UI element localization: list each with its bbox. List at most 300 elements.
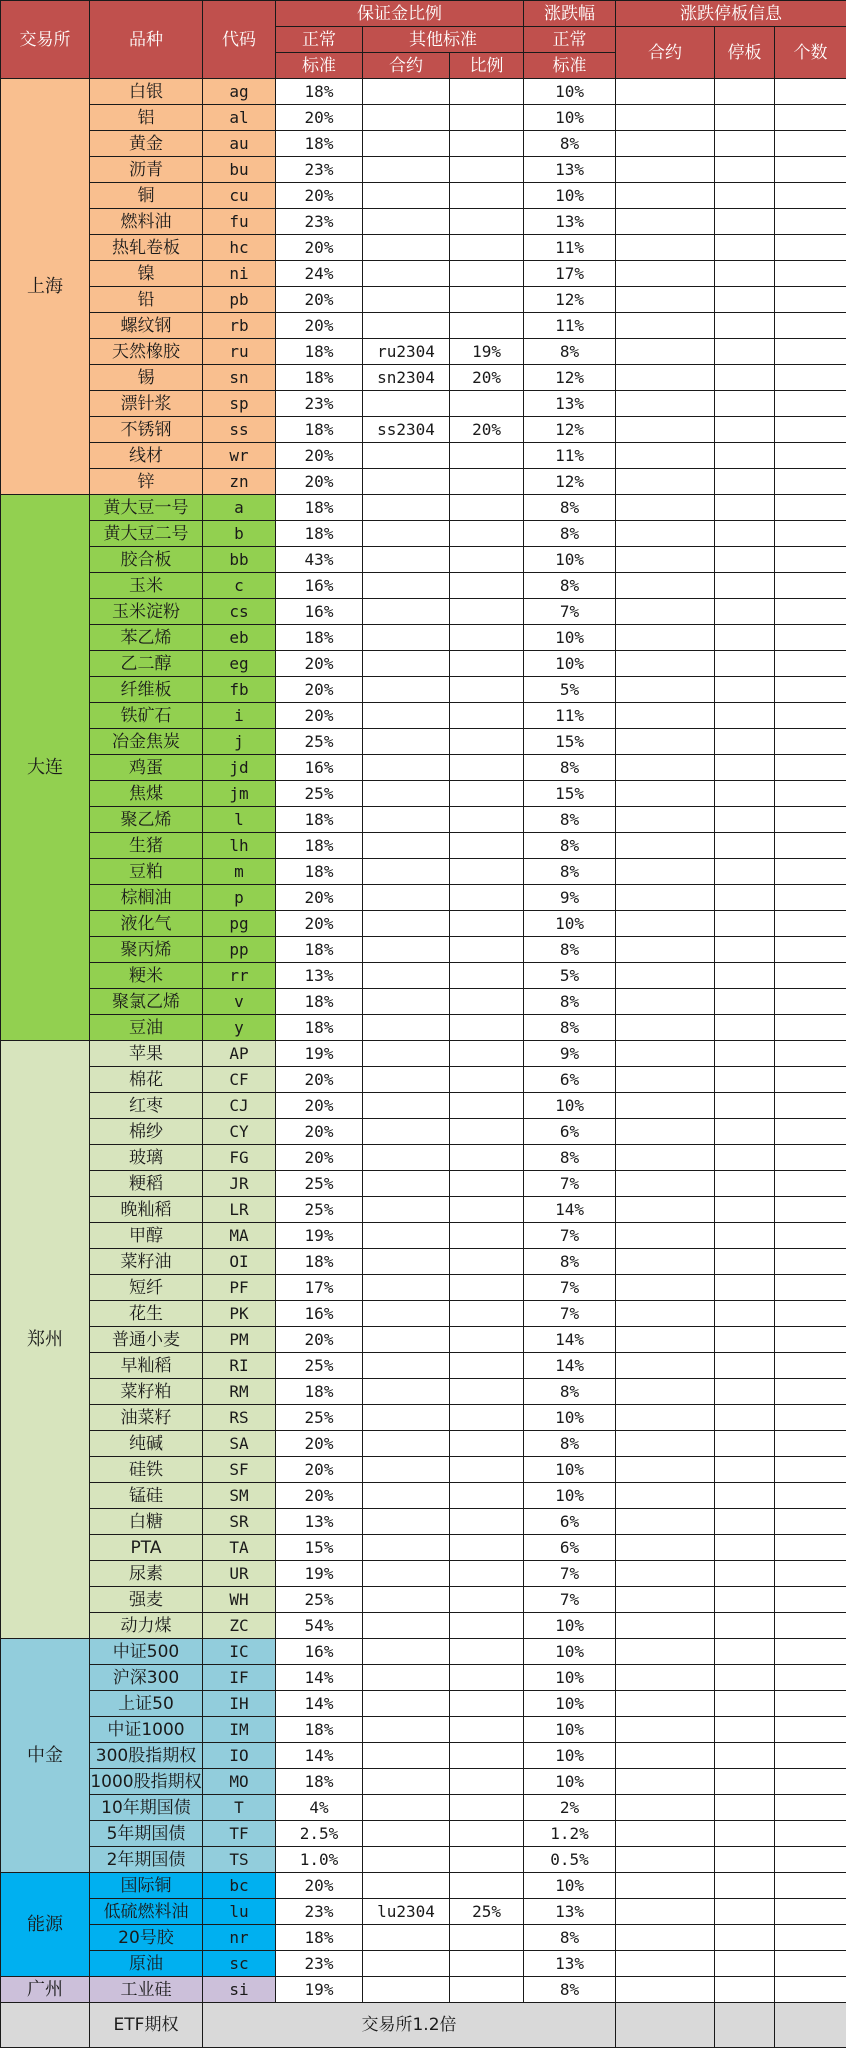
variety-cell: 聚乙烯 [90,807,203,833]
other-ratio-cell: 20% [450,365,524,391]
info-contract-cell [616,1873,715,1899]
table-row [1,365,846,391]
other-contract-cell [363,651,450,677]
info-count-cell [775,1509,846,1535]
limit-cell: 14% [524,1197,616,1223]
other-contract-cell [363,1015,450,1041]
info-halt-cell [715,1145,775,1171]
other-ratio-cell [450,313,524,339]
info-contract-cell [616,729,715,755]
other-contract-cell [363,703,450,729]
variety-cell: 晚籼稻 [90,1197,203,1223]
table-row [1,1639,846,1665]
limit-cell: 8% [524,1145,616,1171]
table-row [1,1847,846,1873]
margin-cell: 25% [276,729,363,755]
code-cell: MA [203,1223,276,1249]
info-halt-cell [715,1743,775,1769]
other-contract-cell: ru2304 [363,339,450,365]
variety-cell: 乙二醇 [90,651,203,677]
info-count-cell [775,157,846,183]
code-cell: RS [203,1405,276,1431]
variety-cell: 油菜籽 [90,1405,203,1431]
info-contract-cell [616,287,715,313]
table-row [1,547,846,573]
info-halt-cell [715,1353,775,1379]
limit-cell: 2% [524,1795,616,1821]
margin-cell: 18% [276,1925,363,1951]
variety-cell: 黄大豆一号 [90,495,203,521]
info-count-cell [775,417,846,443]
code-cell: cu [203,183,276,209]
code-cell: bb [203,547,276,573]
margin-cell: 18% [276,937,363,963]
limit-cell: 12% [524,287,616,313]
other-ratio-cell [450,391,524,417]
info-halt-cell [715,1067,775,1093]
code-cell: IM [203,1717,276,1743]
other-ratio-cell [450,1847,524,1873]
table-row [1,1925,846,1951]
code-cell: TF [203,1821,276,1847]
other-ratio-cell [450,1197,524,1223]
info-halt-cell [715,79,775,105]
info-count-cell [775,1691,846,1717]
margin-cell: 18% [276,859,363,885]
code-cell: ZC [203,1613,276,1639]
table-row [1,1691,846,1717]
other-ratio-cell [450,105,524,131]
table-row [1,1483,846,1509]
limit-cell: 11% [524,313,616,339]
info-contract-cell [616,521,715,547]
margin-cell: 18% [276,1717,363,1743]
info-contract-cell [616,365,715,391]
margin-cell: 23% [276,391,363,417]
other-contract-cell [363,1665,450,1691]
info-count-cell [775,183,846,209]
info-contract-cell [616,625,715,651]
other-contract-cell [363,521,450,547]
margin-cell: 19% [276,1041,363,1067]
info-halt-cell [715,885,775,911]
info-contract-cell [616,1223,715,1249]
info-halt-cell [715,1093,775,1119]
other-contract-cell [363,1093,450,1119]
code-cell: rr [203,963,276,989]
table-row [1,1067,846,1093]
variety-cell: 2年期国债 [90,1847,203,1873]
code-cell: SF [203,1457,276,1483]
code-cell: sp [203,391,276,417]
table-row [1,859,846,885]
info-contract-cell [616,963,715,989]
header-normal-bottom: 标准 [276,53,363,79]
code-cell: LR [203,1197,276,1223]
info-count-cell [775,1067,846,1093]
header-info-count: 个数 [775,27,846,79]
other-contract-cell [363,1145,450,1171]
table-row [1,1301,846,1327]
other-ratio-cell [450,1145,524,1171]
other-ratio-cell [450,183,524,209]
table-row [1,157,846,183]
code-cell: bu [203,157,276,183]
header-contract: 合约 [363,53,450,79]
variety-cell: 玉米淀粉 [90,599,203,625]
variety-cell: 中证500 [90,1639,203,1665]
variety-cell: 5年期国债 [90,1821,203,1847]
info-halt-cell [715,651,775,677]
info-halt-cell [715,495,775,521]
margin-cell: 20% [276,105,363,131]
margin-cell: 20% [276,651,363,677]
margin-cell: 25% [276,1171,363,1197]
table-row [1,1613,846,1639]
code-cell: eg [203,651,276,677]
other-contract-cell [363,131,450,157]
info-halt-cell [715,1457,775,1483]
variety-cell: 玻璃 [90,1145,203,1171]
other-contract-cell [363,1561,450,1587]
info-contract-cell [616,495,715,521]
limit-cell: 6% [524,1509,616,1535]
table-row [1,1717,846,1743]
code-cell: OI [203,1249,276,1275]
header-limit-group: 涨跌幅 [524,1,616,27]
variety-cell: 铝 [90,105,203,131]
exchange-cell: 上海 [1,79,90,495]
table-row [1,703,846,729]
other-contract-cell [363,1691,450,1717]
info-halt-cell [715,131,775,157]
code-cell: pp [203,937,276,963]
other-ratio-cell: 25% [450,1899,524,1925]
other-contract-cell [363,963,450,989]
variety-cell: 棕榈油 [90,885,203,911]
info-halt-cell [715,1171,775,1197]
info-count-cell [775,625,846,651]
other-ratio-cell [450,261,524,287]
variety-cell: 棉花 [90,1067,203,1093]
limit-cell: 10% [524,1665,616,1691]
variety-cell: 纯碱 [90,1431,203,1457]
other-contract-cell [363,729,450,755]
other-contract-cell [363,625,450,651]
info-halt-cell [715,1925,775,1951]
info-contract-cell [616,313,715,339]
variety-cell: 铁矿石 [90,703,203,729]
other-contract-cell [363,937,450,963]
info-count-cell [775,1093,846,1119]
limit-cell: 7% [524,599,616,625]
table-row [1,1457,846,1483]
info-count-cell [775,1145,846,1171]
margin-cell: 18% [276,989,363,1015]
variety-cell: 锌 [90,469,203,495]
info-halt-cell [715,573,775,599]
variety-cell: 液化气 [90,911,203,937]
other-contract-cell [363,105,450,131]
variety-cell: 动力煤 [90,1613,203,1639]
variety-cell: 镍 [90,261,203,287]
info-halt-cell [715,1899,775,1925]
margin-cell: 20% [276,1457,363,1483]
other-contract-cell [363,1639,450,1665]
other-contract-cell [363,261,450,287]
info-contract-cell [616,1483,715,1509]
info-count-cell [775,1327,846,1353]
info-count-cell [775,937,846,963]
table-row [1,729,846,755]
variety-cell: 粳米 [90,963,203,989]
margin-cell: 16% [276,599,363,625]
info-contract-cell [616,1613,715,1639]
code-cell: AP [203,1041,276,1067]
other-contract-cell [363,391,450,417]
info-contract-cell [616,79,715,105]
info-contract-cell [616,1405,715,1431]
variety-cell: 低硫燃料油 [90,1899,203,1925]
info-contract-cell [616,1041,715,1067]
code-cell: TS [203,1847,276,1873]
variety-cell: 甲醇 [90,1223,203,1249]
code-cell: IC [203,1639,276,1665]
exchange-cell: 中金 [1,1639,90,1873]
other-contract-cell [363,1041,450,1067]
info-halt-cell [715,1613,775,1639]
info-halt-cell [715,1041,775,1067]
other-ratio-cell [450,1509,524,1535]
margin-cell: 20% [276,1093,363,1119]
other-contract-cell [363,885,450,911]
table-row [1,417,846,443]
other-ratio-cell [450,1769,524,1795]
exchange-cell: 能源 [1,1873,90,1977]
margin-cell: 20% [276,1067,363,1093]
info-contract-cell [616,703,715,729]
info-halt-cell [715,625,775,651]
code-cell: lh [203,833,276,859]
margin-cell: 18% [276,339,363,365]
margin-cell: 14% [276,1665,363,1691]
variety-cell: 白糖 [90,1509,203,1535]
info-contract-cell [616,1847,715,1873]
limit-cell: 7% [524,1223,616,1249]
margin-cell: 20% [276,1483,363,1509]
margin-cell: 20% [276,443,363,469]
variety-cell: 苯乙烯 [90,625,203,651]
code-cell: MO [203,1769,276,1795]
other-contract-cell [363,1483,450,1509]
info-contract-cell [616,1171,715,1197]
info-contract-cell [616,1821,715,1847]
info-contract-cell [616,1249,715,1275]
info-contract-cell [616,1275,715,1301]
variety-cell: 不锈钢 [90,417,203,443]
limit-cell: 8% [524,495,616,521]
limit-cell: 10% [524,1717,616,1743]
table-row [1,469,846,495]
table-row [1,1587,846,1613]
variety-cell: 鸡蛋 [90,755,203,781]
margin-cell: 19% [276,1977,363,2003]
code-cell: jd [203,755,276,781]
other-contract-cell [363,1795,450,1821]
info-count-cell [775,287,846,313]
table-row [1,651,846,677]
other-ratio-cell [450,1483,524,1509]
other-ratio-cell [450,1743,524,1769]
other-ratio-cell [450,443,524,469]
header-variety: 品种 [90,1,203,79]
etf-name-cell: ETF期权 [90,2003,203,2048]
other-ratio-cell [450,807,524,833]
other-contract-cell [363,1613,450,1639]
limit-cell: 6% [524,1535,616,1561]
variety-cell: 沥青 [90,157,203,183]
limit-cell: 8% [524,937,616,963]
margin-cell: 23% [276,157,363,183]
info-count-cell [775,131,846,157]
variety-cell: 热轧卷板 [90,235,203,261]
other-ratio-cell [450,1223,524,1249]
other-contract-cell [363,1821,450,1847]
info-count-cell [775,235,846,261]
info-count-cell [775,391,846,417]
info-count-cell [775,1977,846,2003]
code-cell: pg [203,911,276,937]
other-ratio-cell [450,1925,524,1951]
info-count-cell [775,1873,846,1899]
other-ratio-cell [450,1613,524,1639]
code-cell: lu [203,1899,276,1925]
info-halt-cell [715,1535,775,1561]
other-ratio-cell [450,703,524,729]
table-row [1,989,846,1015]
code-cell: i [203,703,276,729]
info-contract-cell [616,1561,715,1587]
other-contract-cell [363,833,450,859]
variety-cell: 菜籽粕 [90,1379,203,1405]
etf-exchange-cell [1,2003,90,2048]
other-ratio-cell [450,495,524,521]
margin-cell: 17% [276,1275,363,1301]
variety-cell: 线材 [90,443,203,469]
variety-cell: 工业硅 [90,1977,203,2003]
info-contract-cell [616,859,715,885]
table-row [1,1405,846,1431]
table-row [1,1041,846,1067]
info-contract-cell [616,677,715,703]
variety-cell: 锡 [90,365,203,391]
table-row [1,885,846,911]
table-row [1,1977,846,2003]
info-count-cell [775,1847,846,1873]
exchange-cell: 郑州 [1,1041,90,1639]
limit-cell: 17% [524,261,616,287]
other-contract-cell [363,1977,450,2003]
variety-cell: 漂针浆 [90,391,203,417]
info-contract-cell [616,1639,715,1665]
limit-cell: 8% [524,521,616,547]
table-row [1,1509,846,1535]
limit-cell: 7% [524,1561,616,1587]
margin-cell: 25% [276,1353,363,1379]
other-ratio-cell: 19% [450,339,524,365]
info-halt-cell [715,1561,775,1587]
other-ratio-cell [450,1587,524,1613]
other-contract-cell [363,1197,450,1223]
code-cell: au [203,131,276,157]
info-halt-cell [715,1847,775,1873]
other-ratio-cell [450,989,524,1015]
other-contract-cell: sn2304 [363,365,450,391]
info-halt-cell [715,1275,775,1301]
table-row [1,339,846,365]
margin-cell: 14% [276,1743,363,1769]
info-count-cell [775,469,846,495]
other-ratio-cell [450,1067,524,1093]
table-row [1,625,846,651]
limit-cell: 10% [524,547,616,573]
other-contract-cell [363,209,450,235]
limit-cell: 14% [524,1353,616,1379]
info-count-cell [775,261,846,287]
info-contract-cell [616,1197,715,1223]
table-row [1,599,846,625]
other-contract-cell [363,1535,450,1561]
table-row [1,1951,846,1977]
other-contract-cell [363,1457,450,1483]
code-cell: IH [203,1691,276,1717]
code-cell: c [203,573,276,599]
other-ratio-cell [450,469,524,495]
info-halt-cell [715,1431,775,1457]
info-halt-cell [715,1587,775,1613]
info-count-cell [775,1431,846,1457]
exchange-cell: 大连 [1,495,90,1041]
other-contract-cell [363,1951,450,1977]
margin-cell: 20% [276,469,363,495]
limit-cell: 8% [524,755,616,781]
info-contract-cell [616,547,715,573]
info-count-cell [775,781,846,807]
info-halt-cell [715,1977,775,2003]
info-halt-cell [715,1379,775,1405]
info-contract-cell [616,781,715,807]
info-count-cell [775,365,846,391]
info-contract-cell [616,1119,715,1145]
etf-row [1,2003,846,2048]
header-limit-normal-top: 正常 [524,27,616,53]
info-halt-cell [715,911,775,937]
margin-cell: 4% [276,1795,363,1821]
info-contract-cell [616,1301,715,1327]
code-cell: IF [203,1665,276,1691]
variety-cell: 粳稻 [90,1171,203,1197]
table-row [1,287,846,313]
info-count-cell [775,495,846,521]
variety-cell: 燃料油 [90,209,203,235]
other-ratio-cell [450,677,524,703]
other-contract-cell [363,1769,450,1795]
info-halt-cell [715,989,775,1015]
info-count-cell [775,443,846,469]
info-count-cell [775,1925,846,1951]
info-count-cell [775,547,846,573]
margin-cell: 20% [276,885,363,911]
